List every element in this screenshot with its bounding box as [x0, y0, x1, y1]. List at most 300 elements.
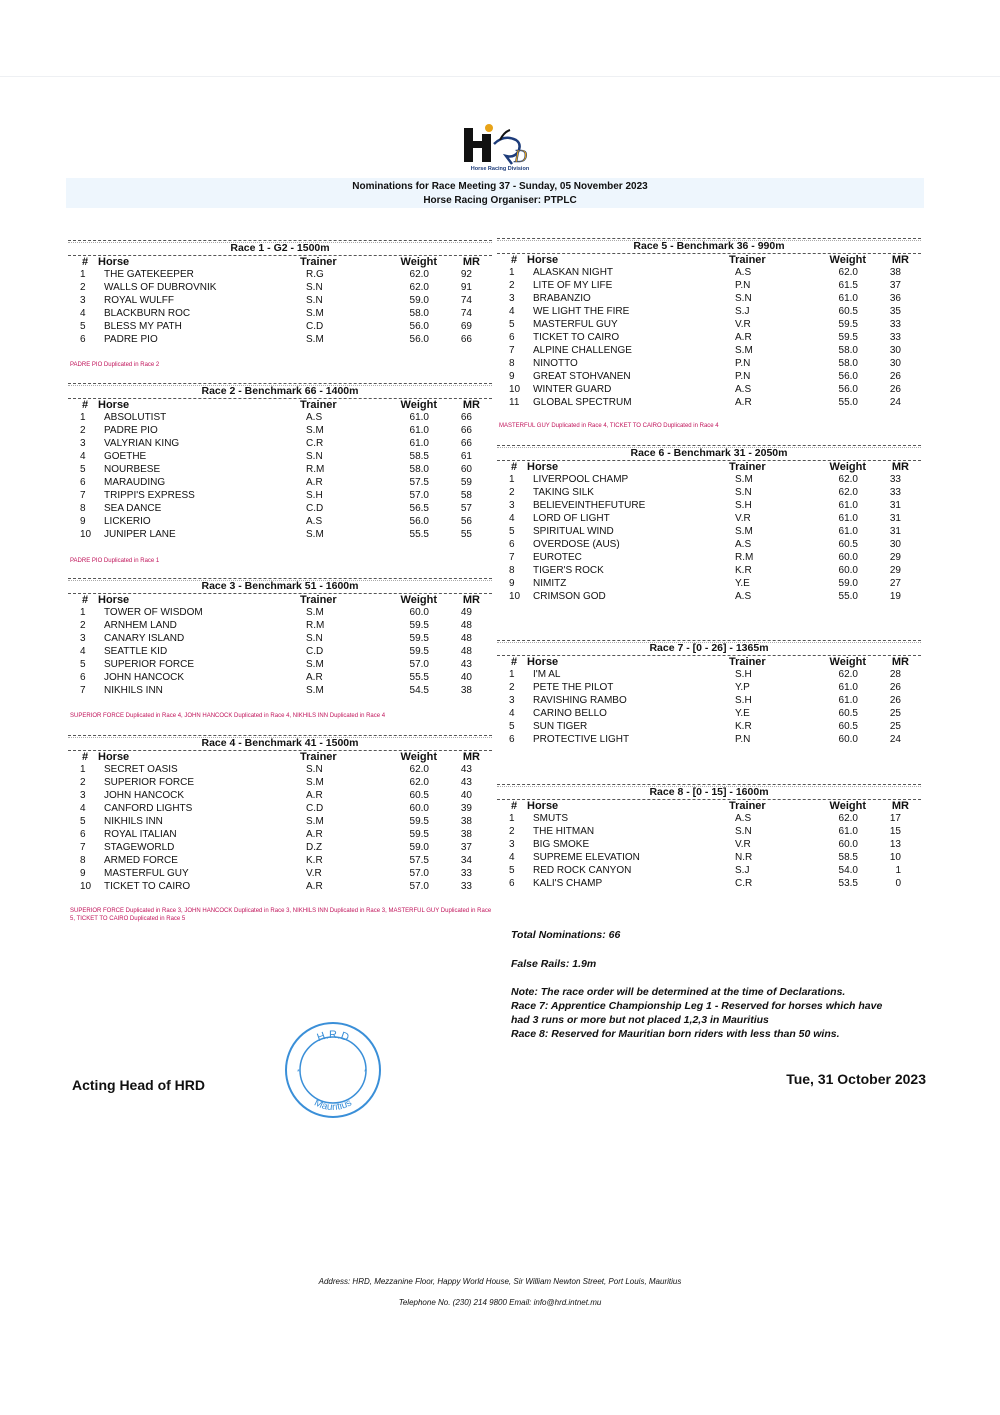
merit-rating: 24 — [889, 397, 901, 408]
entry-number: 9 — [80, 516, 86, 527]
column-header-row — [497, 800, 921, 812]
merit-rating: 57 — [460, 503, 472, 514]
horse-name: GOETHE — [104, 451, 147, 462]
entry-number: 8 — [80, 503, 86, 514]
col-header-weight: Weight — [829, 656, 866, 668]
top-divider — [0, 76, 1000, 77]
trainer: S.M — [735, 345, 753, 356]
horse-name: STAGEWORLD — [104, 842, 175, 853]
entry-number: 1 — [80, 269, 86, 280]
trainer: S.M — [306, 529, 324, 540]
horse-name: PETE THE PILOT — [533, 682, 614, 693]
horse-name: CANARY ISLAND — [104, 633, 185, 644]
merit-rating: 31 — [889, 513, 901, 524]
table-row — [497, 577, 921, 590]
horse-name: KALI'S CHAMP — [533, 878, 603, 889]
trainer: V.R — [306, 868, 322, 879]
trainer: A.S — [735, 591, 752, 602]
trainer: V.R — [735, 839, 751, 850]
horse-name: ABSOLUTIST — [104, 412, 167, 423]
weight: 59.5 — [409, 646, 429, 657]
weight: 58.0 — [838, 345, 858, 356]
col-header-no: # — [82, 399, 89, 411]
race-title: Race 6 - Benchmark 31 - 2050m — [497, 445, 921, 461]
table-row — [68, 502, 492, 515]
table-row — [497, 525, 921, 538]
entry-number: 10 — [80, 529, 92, 540]
race-title: Race 4 - Benchmark 41 - 1500m — [68, 735, 492, 751]
col-header-mr: MR — [891, 656, 909, 668]
col-header-weight: Weight — [829, 461, 866, 473]
merit-rating: 66 — [460, 438, 472, 449]
race-1-table — [68, 240, 492, 346]
entry-number: 9 — [509, 578, 515, 589]
merit-rating: 58 — [460, 490, 472, 501]
trainer: S.N — [735, 826, 752, 837]
trainer: S.M — [306, 334, 324, 345]
horse-name: I'M AL — [533, 669, 561, 680]
weight: 60.0 — [838, 839, 858, 850]
note-race8: Race 8: Reserved for Mauritian born riders with less than 50 wins. — [511, 1028, 840, 1040]
trainer: S.N — [306, 451, 323, 462]
merit-rating: 38 — [460, 685, 472, 696]
merit-rating: 31 — [889, 500, 901, 511]
merit-rating: 26 — [889, 695, 901, 706]
entry-number: 4 — [509, 708, 515, 719]
horse-name: JUNIPER LANE — [104, 529, 176, 540]
trainer: A.S — [735, 384, 752, 395]
weight: 60.5 — [838, 539, 858, 550]
weight: 55.0 — [838, 397, 858, 408]
svg-text:Mauritius — [312, 1097, 353, 1113]
race-title: Race 2 - Benchmark 66 - 1400m — [68, 383, 492, 399]
horse-name: NIKHILS INN — [104, 816, 163, 827]
table-row — [68, 606, 492, 619]
trainer: A.S — [306, 412, 323, 423]
merit-rating: 30 — [889, 358, 901, 369]
merit-rating: 26 — [889, 384, 901, 395]
trainer: C.D — [306, 803, 324, 814]
col-header-mr: MR — [891, 461, 909, 473]
table-row — [497, 512, 921, 525]
weight: 60.0 — [409, 607, 429, 618]
merit-rating: 40 — [460, 672, 472, 683]
table-row — [497, 266, 921, 279]
table-row — [68, 411, 492, 424]
duplicate-note: PADRE PIO Duplicated in Race 2 — [70, 362, 160, 368]
entry-number: 2 — [509, 682, 515, 693]
trainer: R.M — [306, 620, 325, 631]
entry-number: 4 — [509, 513, 515, 524]
weight: 59.5 — [409, 816, 429, 827]
weight: 56.0 — [409, 334, 429, 345]
col-header-weight: Weight — [829, 254, 866, 266]
col-header-trainer: Trainer — [300, 399, 337, 411]
trainer: R.G — [306, 269, 324, 280]
table-row — [497, 473, 921, 486]
trainer: S.M — [306, 425, 324, 436]
issue-date: Tue, 31 October 2023 — [786, 1071, 926, 1087]
horse-name: TOWER OF WISDOM — [104, 607, 203, 618]
table-row — [497, 694, 921, 707]
entry-number: 7 — [509, 345, 515, 356]
table-row — [68, 450, 492, 463]
entry-number: 3 — [509, 839, 515, 850]
table-row — [497, 486, 921, 499]
race-title: Race 1 - G2 - 1500m — [68, 240, 492, 256]
table-row — [68, 867, 492, 880]
trainer: A.S — [735, 813, 752, 824]
horse-name: TIGER'S ROCK — [533, 565, 604, 576]
duplicate-note: SUPERIOR FORCE Duplicated in Race 3, JOHN HANCOCK Duplicated in Race 3, NIKHILS INN Duplicated in Race 3, MASTERFUL GUY Duplicated in Race 5, TICKET TO CAIRO Duplicated in Race 5 — [70, 908, 492, 922]
col-header-trainer: Trainer — [729, 800, 766, 812]
entry-number: 9 — [509, 371, 515, 382]
entry-number: 5 — [80, 659, 86, 670]
weight: 62.0 — [409, 269, 429, 280]
race-7-table — [497, 640, 921, 746]
horse-name: RAVISHING RAMBO — [533, 695, 627, 706]
entry-number: 2 — [509, 487, 515, 498]
trainer: V.R — [735, 319, 751, 330]
weight: 61.5 — [838, 280, 858, 291]
note-race7-line2: had 3 runs or more but not placed 1,2,3 in Mauritius — [511, 1014, 769, 1026]
horse-name: BLESS MY PATH — [104, 321, 182, 332]
merit-rating: 10 — [889, 852, 901, 863]
meeting-title: Nominations for Race Meeting 37 - Sunday, 05 November 2023 — [352, 181, 648, 192]
merit-rating: 26 — [889, 371, 901, 382]
weight: 56.0 — [838, 371, 858, 382]
merit-rating: 59 — [460, 477, 472, 488]
merit-rating: 33 — [460, 881, 472, 892]
horse-name: MASTERFUL GUY — [104, 868, 189, 879]
horse-name: SECRET OASIS — [104, 764, 178, 775]
trainer: S.N — [306, 295, 323, 306]
entry-number: 6 — [509, 539, 515, 550]
entry-number: 5 — [509, 721, 515, 732]
merit-rating: 66 — [460, 412, 472, 423]
col-header-mr: MR — [462, 256, 480, 268]
col-header-mr: MR — [891, 254, 909, 266]
horse-name: PROTECTIVE LIGHT — [533, 734, 630, 745]
race-title: Race 5 - Benchmark 36 - 990m — [497, 238, 921, 254]
trainer: S.J — [735, 865, 750, 876]
table-row — [497, 825, 921, 838]
entry-number: 2 — [80, 425, 86, 436]
weight: 59.0 — [409, 295, 429, 306]
weight: 61.0 — [838, 513, 858, 524]
address: Address: HRD, Mezzanine Floor, Happy World House, Sir William Newton Street, Port Louis, Mauritius — [318, 1277, 682, 1286]
horse-name: ARMED FORCE — [104, 855, 178, 866]
horse-name: ALPINE CHALLENGE — [533, 345, 632, 356]
col-header-trainer: Trainer — [300, 594, 337, 606]
weight: 60.0 — [838, 565, 858, 576]
horse-name: TAKING SILK — [533, 487, 594, 498]
race-title: Race 8 - [0 - 15] - 1600m — [497, 784, 921, 800]
entry-number: 4 — [80, 803, 86, 814]
weight: 56.0 — [409, 321, 429, 332]
table-row — [497, 305, 921, 318]
horse-name: NINOTTO — [533, 358, 578, 369]
table-row — [68, 828, 492, 841]
table-row — [68, 671, 492, 684]
hrd-stamp-icon — [283, 1020, 383, 1120]
horse-name: ALASKAN NIGHT — [533, 267, 614, 278]
column-header-row — [68, 399, 492, 411]
race-6-table — [497, 445, 921, 603]
column-header-row — [68, 751, 492, 763]
table-row — [68, 528, 492, 541]
entry-number: 8 — [80, 855, 86, 866]
trainer: S.H — [735, 669, 752, 680]
weight: 59.5 — [838, 319, 858, 330]
signatory: Acting Head of HRD — [72, 1077, 205, 1093]
col-header-mr: MR — [462, 594, 480, 606]
merit-rating: 61 — [460, 451, 472, 462]
entry-number: 4 — [80, 308, 86, 319]
entry-number: 2 — [80, 282, 86, 293]
trainer: S.M — [306, 607, 324, 618]
col-header-weight: Weight — [400, 751, 437, 763]
table-row — [497, 331, 921, 344]
weight: 62.0 — [409, 282, 429, 293]
table-row — [68, 320, 492, 333]
duplicate-note: PADRE PIO Duplicated in Race 1 — [70, 558, 160, 564]
merit-rating: 66 — [460, 334, 472, 345]
col-header-no: # — [511, 656, 518, 668]
merit-rating: 49 — [460, 607, 472, 618]
col-header-no: # — [82, 594, 89, 606]
col-header-horse: Horse — [527, 656, 559, 668]
merit-rating: 38 — [460, 829, 472, 840]
organiser-title: Horse Racing Organiser: PTPLC — [423, 195, 577, 206]
horse-name: SMUTS — [533, 813, 568, 824]
horse-name: TRIPPI'S EXPRESS — [104, 490, 195, 501]
weight: 61.0 — [838, 526, 858, 537]
horse-name: JOHN HANCOCK — [104, 672, 185, 683]
column-header-row — [68, 594, 492, 606]
merit-rating: 26 — [889, 682, 901, 693]
weight: 61.0 — [838, 500, 858, 511]
false-rails: False Rails: 1.9m — [511, 958, 597, 970]
trainer: A.S — [306, 516, 323, 527]
weight: 60.0 — [409, 803, 429, 814]
weight: 59.0 — [409, 842, 429, 853]
note-race-order: Note: The race order will be determined at the time of Declarations. — [511, 986, 846, 998]
weight: 56.5 — [409, 503, 429, 514]
trainer: C.R — [306, 438, 324, 449]
col-header-trainer: Trainer — [729, 461, 766, 473]
trainer: C.D — [306, 503, 324, 514]
svg-text:*: * — [297, 1069, 300, 1076]
entry-number: 8 — [509, 565, 515, 576]
merit-rating: 29 — [889, 552, 901, 563]
entry-number: 1 — [509, 813, 515, 824]
trainer: A.R — [306, 477, 323, 488]
trainer: S.M — [306, 308, 324, 319]
merit-rating: 28 — [889, 669, 901, 680]
weight: 54.5 — [409, 685, 429, 696]
entry-number: 3 — [80, 438, 86, 449]
col-header-trainer: Trainer — [729, 656, 766, 668]
table-row — [497, 564, 921, 577]
table-row — [68, 333, 492, 346]
note-race7-line1: Race 7: Apprentice Championship Leg 1 - Reserved for horses which have — [511, 1000, 883, 1012]
trainer: D.Z — [306, 842, 323, 853]
horse-name: THE HITMAN — [533, 826, 595, 837]
table-row — [68, 645, 492, 658]
trainer: S.N — [735, 293, 752, 304]
race-title: Race 7 - [0 - 26] - 1365m — [497, 640, 921, 656]
merit-rating: 74 — [460, 295, 472, 306]
table-row — [68, 424, 492, 437]
entry-number: 5 — [509, 526, 515, 537]
entry-number: 7 — [509, 552, 515, 563]
horse-name: LITE OF MY LIFE — [533, 280, 613, 291]
entry-number: 1 — [80, 764, 86, 775]
entry-number: 9 — [80, 868, 86, 879]
entry-number: 6 — [80, 672, 86, 683]
table-row — [68, 268, 492, 281]
entry-number: 4 — [509, 306, 515, 317]
trainer: N.R — [735, 852, 753, 863]
entry-number: 5 — [80, 321, 86, 332]
column-header-row — [497, 656, 921, 668]
col-header-weight: Weight — [400, 256, 437, 268]
weight: 60.0 — [838, 552, 858, 563]
merit-rating: 33 — [889, 319, 901, 330]
col-header-weight: Weight — [400, 594, 437, 606]
weight: 58.5 — [838, 852, 858, 863]
trainer: K.R — [735, 721, 752, 732]
duplicate-note: SUPERIOR FORCE Duplicated in Race 4, JOHN HANCOCK Duplicated in Race 4, NIKHILS INN Duplicated in Race 4 — [70, 713, 386, 719]
horse-name: SEA DANCE — [104, 503, 162, 514]
col-header-mr: MR — [891, 800, 909, 812]
col-header-no: # — [511, 461, 518, 473]
entry-number: 7 — [80, 490, 86, 501]
weight: 57.5 — [409, 477, 429, 488]
entry-number: 6 — [80, 477, 86, 488]
merit-rating: 30 — [889, 345, 901, 356]
col-header-horse: Horse — [98, 256, 130, 268]
merit-rating: 25 — [889, 708, 901, 719]
trainer: P.N — [735, 358, 751, 369]
entry-number: 8 — [509, 358, 515, 369]
weight: 59.0 — [838, 578, 858, 589]
col-header-weight: Weight — [400, 399, 437, 411]
trainer: A.R — [306, 790, 323, 801]
weight: 59.5 — [409, 829, 429, 840]
table-row — [497, 318, 921, 331]
entry-number: 3 — [80, 790, 86, 801]
weight: 60.0 — [838, 734, 858, 745]
weight: 59.5 — [409, 620, 429, 631]
entry-number: 6 — [80, 829, 86, 840]
horse-name: LIVERPOOL CHAMP — [533, 474, 629, 485]
weight: 60.5 — [838, 306, 858, 317]
table-row — [497, 383, 921, 396]
merit-rating: 33 — [460, 868, 472, 879]
horse-name: GLOBAL SPECTRUM — [533, 397, 632, 408]
horse-name: BIG SMOKE — [533, 839, 590, 850]
merit-rating: 33 — [889, 474, 901, 485]
entry-number: 2 — [509, 280, 515, 291]
table-row — [68, 658, 492, 671]
merit-rating: 60 — [460, 464, 472, 475]
trainer: S.J — [735, 306, 750, 317]
weight: 56.0 — [409, 516, 429, 527]
table-row — [68, 515, 492, 528]
weight: 55.0 — [838, 591, 858, 602]
horse-name: NIKHILS INN — [104, 685, 163, 696]
weight: 62.0 — [838, 487, 858, 498]
entry-number: 5 — [509, 865, 515, 876]
trainer: S.M — [306, 659, 324, 670]
weight: 58.0 — [838, 358, 858, 369]
col-header-no: # — [82, 751, 89, 763]
merit-rating: 25 — [889, 721, 901, 732]
trainer: A.R — [306, 672, 323, 683]
entry-number: 6 — [509, 878, 515, 889]
weight: 54.0 — [838, 865, 858, 876]
weight: 61.0 — [838, 695, 858, 706]
merit-rating: 33 — [889, 332, 901, 343]
table-row — [497, 668, 921, 681]
weight: 62.0 — [838, 813, 858, 824]
horse-name: TICKET TO CAIRO — [104, 881, 191, 892]
table-row — [68, 841, 492, 854]
horse-name: BELIEVEINTHEFUTURE — [533, 500, 646, 511]
column-header-row — [68, 256, 492, 268]
table-row — [68, 437, 492, 450]
col-header-no: # — [511, 254, 518, 266]
table-row — [497, 279, 921, 292]
weight: 55.5 — [409, 529, 429, 540]
horse-name: NOURBESE — [104, 464, 161, 475]
merit-rating: 43 — [460, 777, 472, 788]
entry-number: 3 — [509, 695, 515, 706]
table-row — [497, 733, 921, 746]
table-row — [68, 880, 492, 893]
col-header-trainer: Trainer — [729, 254, 766, 266]
trainer: P.N — [735, 734, 751, 745]
weight: 62.0 — [838, 267, 858, 278]
col-header-horse: Horse — [98, 751, 130, 763]
merit-rating: 35 — [889, 306, 901, 317]
weight: 55.5 — [409, 672, 429, 683]
stamp-top-text: H.R.D — [315, 1029, 351, 1045]
horse-name: SUPERIOR FORCE — [104, 659, 195, 670]
col-header-horse: Horse — [527, 800, 559, 812]
col-header-horse: Horse — [527, 254, 559, 266]
table-row — [497, 396, 921, 409]
horse-name: ROYAL ITALIAN — [104, 829, 177, 840]
merit-rating: 37 — [460, 842, 472, 853]
weight: 62.0 — [409, 764, 429, 775]
weight: 60.5 — [409, 790, 429, 801]
weight: 59.5 — [838, 332, 858, 343]
entry-number: 2 — [509, 826, 515, 837]
horse-name: SEATTLE KID — [104, 646, 168, 657]
horse-name: LICKERIO — [104, 516, 151, 527]
merit-rating: 0 — [895, 878, 901, 889]
horse-name: LORD OF LIGHT — [533, 513, 610, 524]
merit-rating: 40 — [460, 790, 472, 801]
horse-name: TICKET TO CAIRO — [533, 332, 620, 343]
trainer: S.H — [735, 695, 752, 706]
trainer: Y.P — [735, 682, 750, 693]
race-title: Race 3 - Benchmark 51 - 1600m — [68, 578, 492, 594]
entry-number: 3 — [509, 293, 515, 304]
